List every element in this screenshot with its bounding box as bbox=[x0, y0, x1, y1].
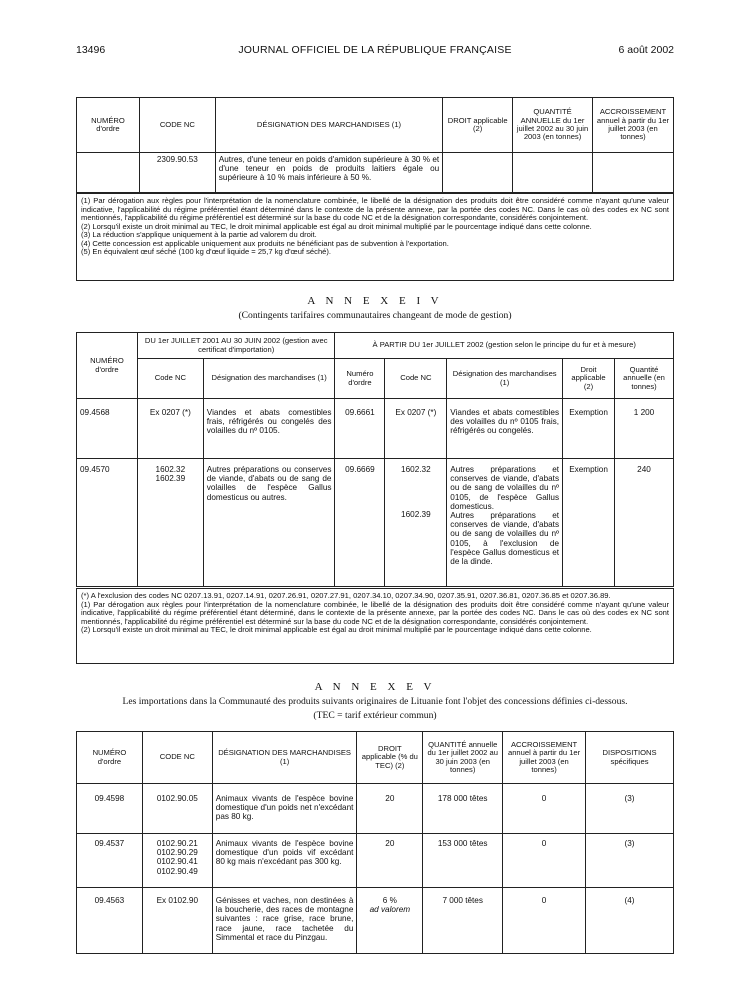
cell-code: 2309.90.53 bbox=[139, 153, 215, 193]
col-header: DROIT applicable (% du TEC) (2) bbox=[357, 732, 423, 784]
footnote: (1) Par dérogation aux règles pour l'interprétation de la nomenclature combinée, le libellé de la désignation des produits doit être considéré comme n'ayant qu'une valeur indicative, l'applicabilité du régime préférentiel étant déterminé dans le contexte de la présente annexe, par la portée des codes NC. Dans le cas où des codes ex NC sont mentionnés, l'applicabilité du régime préférentiel est déterminé sur la base du code NC et de la désignation correspondante, considérés conjointement. bbox=[81, 196, 669, 223]
cell-designation: Autres préparations et conserves de viande, d'abats ou de sang de volailles du nº 0105, à l'exclusion de l'espèce Gallus domesticus et de la dinde. bbox=[450, 510, 560, 566]
cell-numero: 09.6669 bbox=[335, 459, 385, 587]
col-header: DROIT applicable (2) bbox=[443, 98, 513, 153]
cell-quantite: 7 000 têtes bbox=[423, 888, 503, 954]
cell-designation: Génisses et vaches, non destinées à la boucherie, des races de montagne suivantes : race grise, race brune, race jaune, race tachetée du Simmental et race du Pinzgau. bbox=[212, 888, 357, 954]
col-header: Droit applicable (2) bbox=[563, 359, 615, 399]
cell-quantite: 178 000 têtes bbox=[423, 784, 503, 834]
col-header: QUANTITÉ ANNUELLE du 1er juillet 2002 au 30 juin 2003 (en tonnes) bbox=[513, 98, 593, 153]
annex5-intro: Les importations dans la Communauté des produits suivants originaires de Lituanie font l'objet des concessions définies ci-dessous. bbox=[122, 696, 628, 707]
footnote: (4) Cette concession est applicable uniquement aux produits ne bénéficiant pas de subvention à l'exportation. bbox=[81, 238, 449, 248]
col-header: QUANTITÉ annuelle du 1er juillet 2002 au 30 juin 2003 (en tonnes) bbox=[423, 732, 503, 784]
cell-code: 0102.90.05 bbox=[142, 784, 212, 834]
cell-designation: Viandes et abats comestibles des volailles du nº 0105 frais, réfrigérés ou congelés. bbox=[447, 399, 563, 459]
col-header: NUMÉRO d'ordre bbox=[77, 98, 140, 153]
table-row bbox=[77, 888, 674, 954]
cell-numero: 09.4568 bbox=[77, 399, 138, 459]
cell-numero: 09.6661 bbox=[335, 399, 385, 459]
cell-code: 1602.32 bbox=[401, 465, 431, 474]
table-row bbox=[77, 834, 674, 888]
col-header: Numéro d'ordre bbox=[335, 359, 385, 399]
cell-designation: Animaux vivants de l'espèce bovine domestique d'un poids net n'excédant pas 80 kg. bbox=[212, 784, 357, 834]
page-number: 13496 bbox=[76, 44, 106, 56]
cell-designation: Viandes et abats comestibles frais, réfrigérés ou congelés des volailles du nº 0105. bbox=[203, 399, 335, 459]
col-header: DISPOSITIONS spécifiques bbox=[586, 732, 674, 784]
cell-designation: Autres, d'une teneur en poids d'amidon supérieure à 30 % et d'une teneur en poids de produits laitiers égale ou supérieure à 10 % mais inférieure à 50 %. bbox=[215, 153, 442, 193]
footnotes-table1 bbox=[76, 193, 674, 281]
annex4-title: A N N E X E I V bbox=[307, 295, 443, 307]
cell-accroissement bbox=[592, 153, 673, 193]
col-header: NUMÉRO d'ordre bbox=[77, 333, 138, 399]
cell-code: Ex 0207 (*) bbox=[137, 399, 203, 459]
cell-droit: 20 bbox=[357, 784, 423, 834]
table-row bbox=[77, 784, 674, 834]
cell-numero: 09.4563 bbox=[77, 888, 143, 954]
cell-code: Ex 0207 (*) bbox=[385, 399, 447, 459]
cell-designation: Autres préparations ou conserves de viande, d'abats ou de sang de volailles de l'espèce Gallus domesticus ou autres. bbox=[203, 459, 335, 587]
cell-dispositions: (3) bbox=[586, 834, 674, 888]
col-header: ACCROISSEMENT annuel à partir du 1er juillet 2003 (en tonnes) bbox=[503, 732, 586, 784]
cell-numero bbox=[77, 153, 140, 193]
col-header: Code NC bbox=[385, 359, 447, 399]
cell-droit: 6 % bbox=[382, 896, 397, 905]
cell-code: 0102.90.21 0102.90.29 0102.90.41 0102.90.49 bbox=[142, 834, 212, 888]
table-row bbox=[77, 399, 674, 459]
table-row bbox=[77, 459, 674, 587]
col-header: CODE NC bbox=[142, 732, 212, 784]
cell-quantite: 153 000 têtes bbox=[423, 834, 503, 888]
cell-code-group bbox=[385, 459, 447, 587]
table-annex5 bbox=[76, 731, 674, 954]
footnote: (2) Lorsqu'il existe un droit minimal au TEC, le droit minimal applicable est égal au droit minimal multiplié par le pourcentage indiqué dans cette colonne. bbox=[81, 221, 592, 231]
cell-numero: 09.4537 bbox=[77, 834, 143, 888]
footnote: (5) En équivalent œuf séché (100 kg d'œuf liquide = 25,7 kg d'œuf séché). bbox=[81, 247, 332, 257]
cell-droit: Exemption bbox=[563, 459, 615, 587]
cell-code: Ex 0102.90 bbox=[142, 888, 212, 954]
cell-designation-group bbox=[447, 459, 563, 587]
annex5-tec-note: (TEC = tarif extérieur commun) bbox=[313, 710, 437, 721]
cell-designation: Animaux vivants de l'espèce bovine domestique d'un poids vif excédant 80 kg mais n'excédant pas 300 kg. bbox=[212, 834, 357, 888]
issue-date: 6 août 2002 bbox=[618, 44, 674, 56]
annex4-heading bbox=[76, 295, 674, 321]
footnotes-annex4 bbox=[76, 588, 674, 664]
cell-accroissement: 0 bbox=[503, 834, 586, 888]
annex5-heading bbox=[76, 681, 674, 721]
cell-numero: 09.4570 bbox=[77, 459, 138, 587]
footnote: (3) La réduction s'applique uniquement à la partie ad valorem du droit. bbox=[81, 230, 317, 240]
cell-droit: 20 bbox=[357, 834, 423, 888]
col-header: ACCROISSEMENT annuel à partir du 1er juillet 2003 (en tonnes) bbox=[592, 98, 673, 153]
table-annex4 bbox=[76, 332, 674, 587]
col-header: DÉSIGNATION DES MARCHANDISES (1) bbox=[212, 732, 357, 784]
cell-accroissement: 0 bbox=[503, 784, 586, 834]
footnote: (2) Lorsqu'il existe un droit minimal au TEC, le droit minimal applicable est égal au droit minimal multiplié par le pourcentage indiqué dans cette colonne. bbox=[81, 625, 592, 635]
col-header: Désignation des marchandises (1) bbox=[203, 359, 335, 399]
col-header: NUMÉRO d'ordre bbox=[77, 732, 143, 784]
cell-droit-note: ad valorem bbox=[369, 905, 411, 915]
cell-dispositions: (3) bbox=[586, 784, 674, 834]
journal-title: JOURNAL OFFICIEL DE LA RÉPUBLIQUE FRANÇAISE bbox=[238, 44, 512, 56]
annex4-subtitle: (Contingents tarifaires communautaires changeant de mode de gestion) bbox=[238, 310, 512, 321]
table-row bbox=[77, 153, 674, 193]
col-header: DÉSIGNATION DES MARCHANDISES (1) bbox=[215, 98, 442, 153]
cell-numero: 09.4598 bbox=[77, 784, 143, 834]
col-header: Désignation des marchandises (1) bbox=[447, 359, 563, 399]
cell-quantite: 240 bbox=[615, 459, 674, 587]
footnote: (1) Par dérogation aux règles pour l'interprétation de la nomenclature combinée, le libellé de la désignation des produits doit être considéré comme n'ayant qu'une valeur indicative, l'applicabilité du régime préférentiel étant déterminé, dans le contexte de la présente annexe, par la portée des codes NC. Dans le cas où des codes ex NC sont mentionnés, l'applicabilité du régime préférentiel est déterminé sur la base du code NC et de la désignation correspondante, considérés conjointement. bbox=[81, 599, 669, 626]
cell-droit-group bbox=[357, 888, 423, 954]
col-header: CODE NC bbox=[139, 98, 215, 153]
cell-quantite bbox=[513, 153, 593, 193]
cell-accroissement: 0 bbox=[503, 888, 586, 954]
group-header: À PARTIR DU 1er JUILLET 2002 (gestion selon le principe du fur et à mesure) bbox=[335, 333, 674, 359]
cell-code: 1602.39 bbox=[401, 510, 431, 520]
table-annex3-continued bbox=[76, 97, 674, 193]
annex5-title: A N N E X E V bbox=[314, 681, 436, 693]
cell-dispositions: (4) bbox=[586, 888, 674, 954]
cell-droit bbox=[443, 153, 513, 193]
footnote: (*) A l'exclusion des codes NC 0207.13.91, 0207.14.91, 0207.26.91, 0207.27.91, 0207.34.10, 0207.34.90, 0207.35.91, 0207.36.81, 0207.36.85 et 0207.36.89. bbox=[81, 591, 611, 600]
group-header: DU 1er JUILLET 2001 AU 30 JUIN 2002 (gestion avec certificat d'importation) bbox=[137, 333, 335, 359]
cell-code: 1602.32 1602.39 bbox=[137, 459, 203, 587]
col-header: Code NC bbox=[137, 359, 203, 399]
cell-designation: Autres préparations et conserves de viande, d'abats ou de sang de volailles du nº 0105, de l'espèce Gallus domesticus. bbox=[450, 465, 560, 511]
cell-droit: Exemption bbox=[563, 399, 615, 459]
col-header: Quantité annuelle (en tonnes) bbox=[615, 359, 674, 399]
cell-quantite: 1 200 bbox=[615, 399, 674, 459]
